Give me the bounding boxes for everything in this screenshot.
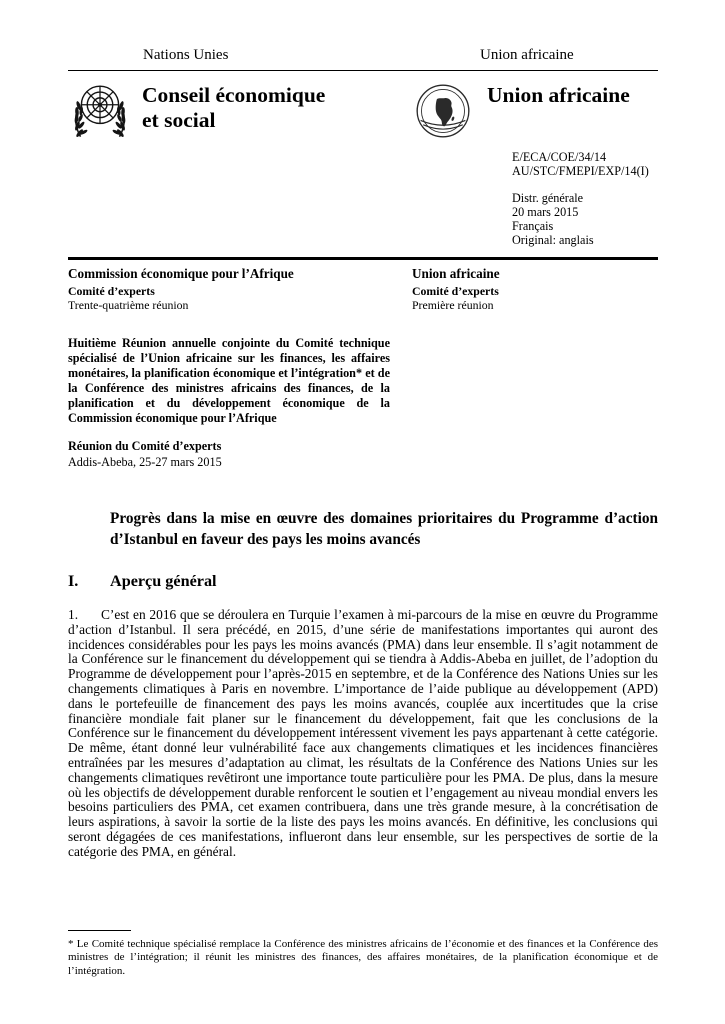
session-left-committee: Comité d’experts <box>68 284 155 298</box>
session-left-meeting: Trente-quatrième réunion <box>68 298 189 312</box>
session-info <box>68 266 658 312</box>
section-title: Aperçu général <box>110 572 217 590</box>
doc-symbol-2: AU/STC/FMEPI/EXP/14(I) <box>512 164 649 178</box>
session-right-org: Union africaine <box>412 266 500 281</box>
section-heading <box>68 571 658 591</box>
meeting-location-date: Addis-Abeba, 25-27 mars 2015 <box>68 455 222 469</box>
paragraph-text: C’est en 2016 que se déroulera en Turquie l’examen à mi-parcours de la mise en œuvre du Programme d’action d’Istanbul. Il sera précédé, en 2015, d’une série de manifestations importantes qui auront des incidences considérables pour les pays les moins avancés (PMA) dans leur ensemble. Il s’agit notamment de la Conférence sur le financement du développement qui se tiendra à Addis-Abeba en juillet, de l’adoption du Programme de développement pour l’après-2015 en septembre, et de la Conférence des Nations Unies sur les changements climatiques à Paris en novembre. L’importance de l’aide publique au développement (APD) dans le portefeuille de financement des pays les moins avancés, couplée aux incertitudes que la crise financière mondiale fait planer sur le financement du développement, fait que les conclusions de la Conférence sur le financement du développement intéressent vivement les pays appartenant à cette catégorie. De même, étant donné leur vulnérabilité face aux changements climatiques et les incidences financières entraînées par les mesures d’adaptation au climat, les résultats de la Conférence des Nations Unies sur les changements climatiques revêtiront une importance toute particulière pour les PMA. De plus, dans la mesure où les objectifs de développement durable renforcent le soutien et l’engagement au niveau mondial envers les besoins particuliers des PMA, cet examen contribuera, dans une très grande mesure, à la concrétisation de leurs aspirations, à savoir la sortie de la liste des pays les moins avancés. En définitive, les conclusions qui seront dégagées de ces manifestations, influeront dans leur ensemble, sur les perspectives de sortie de la catégorie des PMA, en général. <box>68 607 658 859</box>
doc-distribution: Distr. générale <box>512 191 584 205</box>
paragraph-number: 1. <box>68 607 79 622</box>
header-org-right: Union africaine <box>480 47 574 63</box>
doc-language: Français <box>512 219 554 233</box>
doc-date: 20 mars 2015 <box>512 205 579 219</box>
un-emblem-icon <box>68 80 132 142</box>
footnote-block <box>68 930 658 978</box>
section-rule <box>68 257 658 260</box>
un-org-block <box>68 80 412 247</box>
meeting-description: Huitième Réunion annuelle conjointe du Comité technique spécialisé de l’Union africaine sur les finances, les affaires monétaires, la planification économique et l’intégration* et de la Conférence des ministres africains des finances, de la planification et du développement économique de la Commission économique pour l’Afrique <box>68 336 390 425</box>
doc-original: Original: anglais <box>512 233 594 247</box>
un-org-title-line2: et social <box>142 108 216 133</box>
session-right-meeting: Première réunion <box>412 298 494 312</box>
document-references <box>512 150 658 247</box>
header-org-left: Nations Unies <box>143 47 229 63</box>
footnote-rule <box>68 930 131 931</box>
section-number: I. <box>68 572 79 590</box>
session-left <box>68 266 412 312</box>
doc-symbol-1: E/ECA/COE/34/14 <box>512 150 607 164</box>
footnote-text: * Le Comité technique spécialisé remplace la Conférence des ministres africains de l’économie et des finances et la Conférence des ministres de l’intégration; il réunit les ministres des finances, des affaires monétaires, de la planification économique et de l’intégration. <box>68 937 658 977</box>
meeting-subtitle: Réunion du Comité d’experts <box>68 439 222 453</box>
au-org-title: Union africaine <box>487 83 630 107</box>
au-emblem-icon <box>412 80 474 142</box>
un-org-title <box>142 80 325 134</box>
ref-spacer <box>512 178 658 191</box>
session-right-committee: Comité d’experts <box>412 284 499 298</box>
session-right <box>412 266 658 312</box>
emblem-row <box>68 80 658 247</box>
un-org-title-line1: Conseil économique <box>142 83 326 107</box>
au-org-block <box>412 80 658 247</box>
header-rule <box>68 70 658 71</box>
document-title: Progrès dans la mise en œuvre des domaines prioritaires du Programme d’action d’Istanbul en faveur des pays les moins avancés <box>110 510 658 548</box>
paragraph-1 <box>68 608 658 860</box>
session-left-org: Commission économique pour l’Afrique <box>68 266 294 281</box>
masthead <box>68 46 658 65</box>
